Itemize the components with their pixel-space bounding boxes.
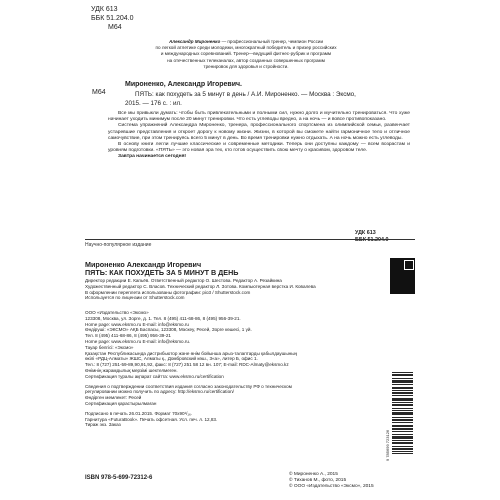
bbk-code: ББК 51.204.0	[91, 15, 134, 22]
imprint-line: Тауар белгісі: «Эксмо»	[85, 344, 134, 350]
barcode-bar	[392, 443, 413, 444]
barcode-bar	[392, 426, 413, 427]
imprint-line: Өндіруші: «ЭКСМО» АҚБ Баспасы, 123308, Мәскеу, Ресей, Зорге көшесі, 1 үй.	[85, 327, 252, 333]
barcode-bar	[392, 372, 413, 373]
udk-code-bottom: УДК 613	[355, 230, 376, 236]
imprint-line: Home page: www.eksmo.ru E-mail: info@eksmo.ru.	[85, 338, 191, 344]
barcode-bar	[392, 382, 413, 383]
credit-line: В оформлении переплета использованы фотографии: pio3 / Shutterstock.com	[85, 289, 251, 295]
barcode-bar	[392, 429, 413, 430]
barcode-bar	[392, 410, 413, 411]
barcode-bar	[392, 436, 413, 437]
author-code: М64	[108, 24, 122, 31]
isbn: ISBN 978-5-699-72312-6	[85, 475, 153, 481]
barcode-bar	[392, 374, 413, 375]
barcode-bar	[392, 390, 413, 391]
copyright-line: © Тиханов М., фото, 2015	[289, 478, 347, 484]
genre-label: Научно-популярное издание	[85, 242, 152, 248]
barcode-bar	[392, 440, 413, 441]
imprint-line: Home page: www.eksmo.ru E-mail: info@eksmo.ru	[85, 321, 189, 327]
imprint-line: регулировании можно получить по адресу: http://eksmo.ru/certification/	[85, 389, 234, 395]
author-info-line: и международных соревнований. Тренер—ведущий фитнес-рубрик и программ	[160, 51, 332, 57]
barcode-bar	[392, 381, 413, 382]
annotation-closing: Завтра начинается сегодня!	[118, 154, 187, 160]
barcode-bar	[392, 408, 413, 409]
barcode-number: 9 785699 723126	[385, 429, 390, 461]
imprint-line: ООО «Издательство «Эксмо»	[85, 310, 149, 315]
barcode-bar	[392, 400, 413, 401]
udk-code: УДК 613	[91, 6, 118, 13]
barcode-bar	[392, 431, 413, 432]
barcode-bar	[392, 380, 413, 381]
barcode-bar	[392, 405, 413, 406]
imprint-line: Тел.: 8 (727) 251-59-89,90,91,92, факс: 8 (727) 251 58 12 вн. 107; E-mail: RDC-Almaty@eksmo.kz	[85, 362, 289, 368]
catalog-symbol: М64	[92, 89, 106, 96]
barcode-bar	[392, 412, 413, 413]
barcode-bar	[392, 402, 413, 403]
imprint-line: өкілі «РДЦ-Алматы» ЖШС, Алматы қ., Домбровский көш., 3«а», литер Б, офис 1.	[85, 356, 258, 362]
barcode-bar	[392, 453, 413, 454]
bottom-classification	[355, 230, 389, 243]
bbk-code-bottom: ББК 51.204.0	[355, 236, 389, 243]
barcode-bar	[392, 392, 413, 393]
barcode-bar	[392, 446, 413, 447]
barcode-bar	[392, 378, 413, 379]
imprint	[85, 310, 385, 428]
imprint-line: Өнімнің жарамдылық мерзімі шектелмеген.	[85, 367, 178, 373]
book-title: ПЯТЬ: КАК ПОХУДЕТЬ ЗА 5 МИНУТ В ДЕНЬ	[85, 268, 239, 277]
imprint-line: Гарнитура «FuturaBook». Печать офсетная. Усл. печ. л. 12,83.	[85, 416, 218, 422]
barcode-bar	[392, 437, 413, 438]
barcode-bar	[392, 417, 413, 418]
annotation	[108, 111, 410, 161]
barcode-bar	[392, 384, 413, 385]
barcode-bar	[392, 387, 413, 388]
imprint-line: Сертификация туралы ақпарат сайтта: www.eksmo.ru/certification	[85, 373, 224, 379]
imprint-line: Сведения о подтверждении соответствия издания согласно законодательству РФ о техническом	[85, 383, 292, 389]
author-info-line: тренировок для здоровья и стройности.	[203, 63, 289, 69]
barcode-bar	[392, 419, 413, 420]
barcode-bar	[392, 414, 413, 415]
top-classification	[91, 5, 133, 32]
copyright-line: © Мироненко А., 2015	[289, 472, 338, 477]
barcode-bar	[392, 413, 413, 414]
catalog-heading: Мироненко, Александр Игоревич.	[125, 81, 243, 88]
barcode-bar	[392, 395, 413, 396]
copyright	[289, 472, 374, 491]
annotation-paragraph: Все мы привыкли думать: чтобы быть привлекательными и полными сил, нужно долго и мучительно тренироваться. Что хуже начинает уходить минимум после 20 минут тренировки. Что есть углеводы вредно, а на ночь — и вовсе противопоказано.	[108, 111, 410, 123]
publisher-logo	[390, 258, 415, 294]
author-info-line: по легкой атлетике среди молодежи, многократный победитель и призер российских	[155, 45, 337, 51]
barcode-bar	[392, 449, 413, 450]
book-author: Мироненко Александр Игоревич	[85, 260, 202, 269]
author-info-line: на отечественных телеканалах, автор созданных совершенных программ	[167, 57, 325, 63]
barcode-bar	[392, 375, 413, 376]
imprint-line: 123308, Москва, ул. Зорге, д. 1. Тел. 8 (495) 411-68-86, 8 (495) 956-39-21.	[85, 315, 241, 321]
credit-line: Директор редакции Е. Капьёв. Ответственный редактор О. Шестова. Редактор А. Резайкина	[85, 278, 282, 283]
barcode-bar	[392, 434, 413, 435]
imprint-line: Тел. 8 (495) 411-68-86, 8 (495) 956-39-21	[85, 333, 171, 339]
annotation-paragraph: Система упражнений Александра Мироненко, тренера, профессионального спортсмена из олимпийской семьи, развенчает устаревшие представления и откроет дорогу к новому жизни. Жизни, в которой вы сможете найти гармоничное тело и отличное самочувствие, при этом тренируясь всего 5 минут в день. Во время тренировки нужно отдыхать. А на ночь можно есть углеводы.	[108, 123, 410, 141]
imprint-line: Подписано в печать 26.01.2015. Формат 70x90¹/₁₆.	[85, 410, 193, 416]
divider	[85, 239, 415, 240]
author-info-name: Александр Мироненко	[168, 39, 221, 44]
barcode-bar	[392, 442, 413, 443]
credit-line: Художественный редактор С. Власов. Технический редактор Л. Зотова. Компьютерная верстка И. Ковалева	[85, 283, 316, 289]
catalog-line: ПЯТЬ: как похудеть за 5 минут в день / А.И. Мироненко. — Москва : Эксмо,	[135, 91, 356, 98]
catalog-description	[125, 90, 410, 108]
author-info	[122, 39, 370, 70]
barcode-bar	[392, 404, 413, 405]
imprint-line: Сертификация қарастырылмаған	[85, 400, 157, 406]
barcode-bar	[392, 399, 413, 400]
barcode-bar	[392, 422, 413, 423]
imprint-line: Өндірген мемлекет: Ресей	[85, 395, 142, 401]
credits	[85, 278, 395, 301]
barcode-bar	[392, 425, 413, 426]
credit-line: Используется по лицензии от Shutterstock.com	[85, 295, 185, 301]
imprint-line: Тираж экз. Заказ	[85, 422, 121, 428]
barcode-bar	[392, 420, 413, 421]
imprint-line: Қазақстан Республикасында дистрибьютор және өнім бойынша арыз-талаптарды қабылдаушының	[85, 350, 298, 356]
barcode-bar	[392, 393, 413, 394]
copyright-line: © ООО «Издательство «Эксмо», 2015	[289, 484, 374, 490]
barcode	[392, 370, 413, 458]
catalog-line: 2015. — 176 с. : ил.	[125, 100, 182, 107]
barcode-bar	[392, 428, 413, 429]
barcode-bar	[392, 451, 413, 452]
barcode-bar	[392, 398, 413, 399]
author-info-line: — профессиональный тренер, чемпион России	[221, 39, 324, 44]
annotation-paragraph: В основу книги легли лучшие классические и современные методики. Теперь они доступны каждому — всем возрастам и уровням подготовки. «ПЯТЬ» — это новая эра тех, кто готов осуществить свою мечту о красивом, здоровом теле.	[108, 142, 410, 154]
barcode-bar	[392, 448, 413, 449]
barcode-bar	[392, 388, 413, 389]
logo-mark-icon	[404, 260, 414, 270]
barcode-bar	[392, 438, 413, 439]
